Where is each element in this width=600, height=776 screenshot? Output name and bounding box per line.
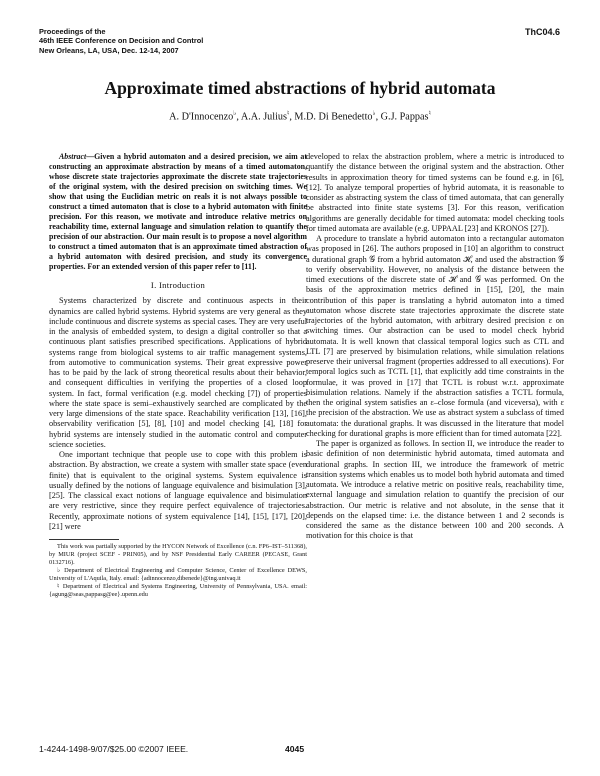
affiliation-footnote: ♭ Department of Electrical Engineering and Computer Science, Center of Excellence DEWS, University of L'Aquila, Italy. email: {adinnocenzo,dibenede}@ing.univaq.it <box>49 567 307 582</box>
author-name: A.A. Julius <box>240 111 287 123</box>
affiliation-footnote: ♮ Department of Electrical and Systems Engineering, University of Pennsylvania, USA. email: {agung@seas,pappasg@ee}.upenn.edu <box>49 583 307 598</box>
body-paragraph: A procedure to translate a hybrid automaton into a rectangular automaton was proposed in [26]. The authors proposed in [10] an algorithm to construct a durational graph 𝒢 from a hybrid automaton ℋ, and used the abstraction 𝒢 to verify observability. However, no analysis of the distance between the timed executions of the discrete state of ℋ and 𝒢 was performed. On the basis of the approximation metrics defined in [15], [20], the main contribution of this paper is translating a hybrid automaton into a timed automaton whose discrete state trajectories approximate the discrete state trajectories of the hybrid automaton, with arbitrary desired precision ε on switching times. Our abstraction can be used to model check hybrid automata. It is well known that classical temporal logics such as CTL and LTL [7] are preserved by bisimulation relations, while simulation relations preserve their universal fragment (properties addressed to all executions). For temporal logics such as TCTL [1], that explicitly add time constraints in the formulae, it was proved in [17] that TCTL is robust w.r.t. approximate bisimulation relations. Namely if the abstraction satisfies a TCTL formula, then the original system satisfies an ε–close formula (and viceversa), with ε the precision of the abstraction. We use as abstract system a subclass of timed automata: the durational graphs. It was discussed in the literature that model checking for durational graphs is more efficient than for timed automata [22]. <box>306 234 564 438</box>
author-name: A. D'Innocenzo <box>169 111 234 123</box>
paper-title: Approximate timed abstractions of hybrid automata <box>104 78 496 98</box>
footnote-divider <box>49 539 119 540</box>
abstract: Abstract—Given a hybrid automaton and a desired precision, we aim at constructing an approximate abstraction by means of a timed automaton, whose discrete state trajectories approximate the discrete state trajectories of the original system, with the desired precision on switching times. We show that using the Euclidian metric on reals it is not always possible to construct a timed automaton that is close to a hybrid automaton with finite precision. For this reason, we motivate and introduce relative metrics on reachability time, external language and simulation relation to quantify the precision of our abstraction. Our main result is to propose a novel algorithm to construct a timed automaton that is an approximate timed abstraction of a hybrid automaton with desired precision, and study its convergence properties. For an extended version of this paper refer to [11]. <box>49 152 307 271</box>
author-name: M.D. Di Benedetto <box>294 111 373 123</box>
funding-footnote: This work was partially supported by the HYCON Network of Excellence (c.n. FP6–IST–511368), by MIUR (project SCEF - PRIN05), and by NSF Presidential Early CAREER (PECASE, Grant 0132716). <box>49 543 307 566</box>
proceedings-line: 46th IEEE Conference on Decision and Control <box>39 36 204 46</box>
author-affiliation-mark: ♮ <box>428 110 431 117</box>
author-affiliation-mark: ♭ <box>233 110 237 117</box>
author-name: G.J. Pappas <box>380 111 429 123</box>
page-number: 4045 <box>285 744 305 754</box>
proceedings-header <box>39 27 203 55</box>
body-paragraph: developed to relax the abstraction problem, where a metric is introduced to quantify the distance between the original system and the abstraction. Other results in approximation theory for timed systems can be found e.g. in [6], [12]. To analyze temporal properties of hybrid automata, it is reasonable to consider as abstracting system the class of timed automata, that can generally be abstracted into finite state systems [3]. For this reason, verification algorithms are generally decidable for timed automata: model checking tools for timed automata are available (e.g. UPPAAL [23] and KRONOS [27]). <box>306 152 564 233</box>
proceedings-line: New Orleans, LA, USA, Dec. 12-14, 2007 <box>39 45 179 55</box>
abstract-text: Given a hybrid automaton and a desired precision, we aim at constructing an approximate abstraction by means of a timed automaton, whose discrete state trajectories approximate the discrete state trajectories of the original system, with the desired precision on switching times. We show that using the Euclidian metric on reals it is not always possible to construct a timed automaton that is close to a hybrid automaton with finite precision. For this reason, we motivate and introduce relative metrics on reachability time, external language and simulation relation to quantify the precision of our abstraction. Our main result is to propose a novel algorithm to construct a timed automaton that is an approximate timed abstraction of a hybrid automaton with desired precision, and study its convergence properties. For an extended version of this paper refer to [11]. <box>49 152 307 271</box>
right-column <box>306 152 564 542</box>
body-paragraph: The paper is organized as follows. In section II, we introduce the reader to basic definition of non deterministic hybrid automata, timed automata and durational graphs. In section III, we introduce the framework of metric transition systems which enables us to model both hybrid automata and timed automata. We introduce a relative metric on positive reals, reachability time, external language and simulation relation to quantify the precision of our abstraction. Our metric is relative and not absolute, in the sense that it depends on the elapsed time: i.e. the distance between 1 and 2 seconds is considered the same as the distance between 100 and 200 seconds. A motivation for this choice is that <box>306 439 564 541</box>
body-paragraph: One important technique that people use to cope with this problem is abstraction. By abstraction, we create a system with smaller state space (even finite) that is equivalent to the original systems. System equivalence is usually defined by the notions of language equivalence and bisimulation [3], [25]. The classical exact notions of language equivalence and bisimulation are very restrictive, since they require perfect equivalence of trajectories. Recently, approximate notions of system equivalence [14], [15], [17], [20], [21] were <box>49 450 307 531</box>
abstract-lead: Abstract <box>59 152 87 161</box>
author-list: A. D'Innocenzo♭, A.A. Julius♮, M.D. Di Benedetto♭, G.J. Pappas♮ <box>169 110 431 123</box>
proceedings-line: Proceedings of the <box>39 27 106 36</box>
session-code: ThC04.6 <box>524 27 560 37</box>
author-affiliation-mark: ♭ <box>372 110 376 117</box>
body-paragraph: Systems characterized by discrete and continuous aspects in their dynamics are called hybrid systems. Hybrid systems are very general as they include continuous and discrete systems as special cases. They are very useful in the analysis of embedded system, to design a digital controller so that a continuous plant satisfies prescribed specifications. Applications of hybrid systems range from biological systems to air traffic management systems, from automotive to communication systems. Their great expressive power has to be paid by the lack of strong theoretical results about their behavior, and consequent difficulties in verifying the properties of a closed loop system. In fact, formal verification (e.g. model checking [7]) of properties where the state space is semi–exhaustively searched are complicated by the very large dimensions of the state space. Reachability verification [13], [16], observability verification [5], [8], [10] and model checking [4], [18] for hybrid systems are intensely studied in the automatic control and computer science societies. <box>49 296 307 449</box>
isbn-copyright: 1-4244-1498-9/07/$25.00 ©2007 IEEE. <box>39 744 189 754</box>
author-affiliation-mark: ♮ <box>286 110 290 117</box>
left-column <box>49 152 307 599</box>
section-heading: I. Introduction <box>150 280 206 290</box>
